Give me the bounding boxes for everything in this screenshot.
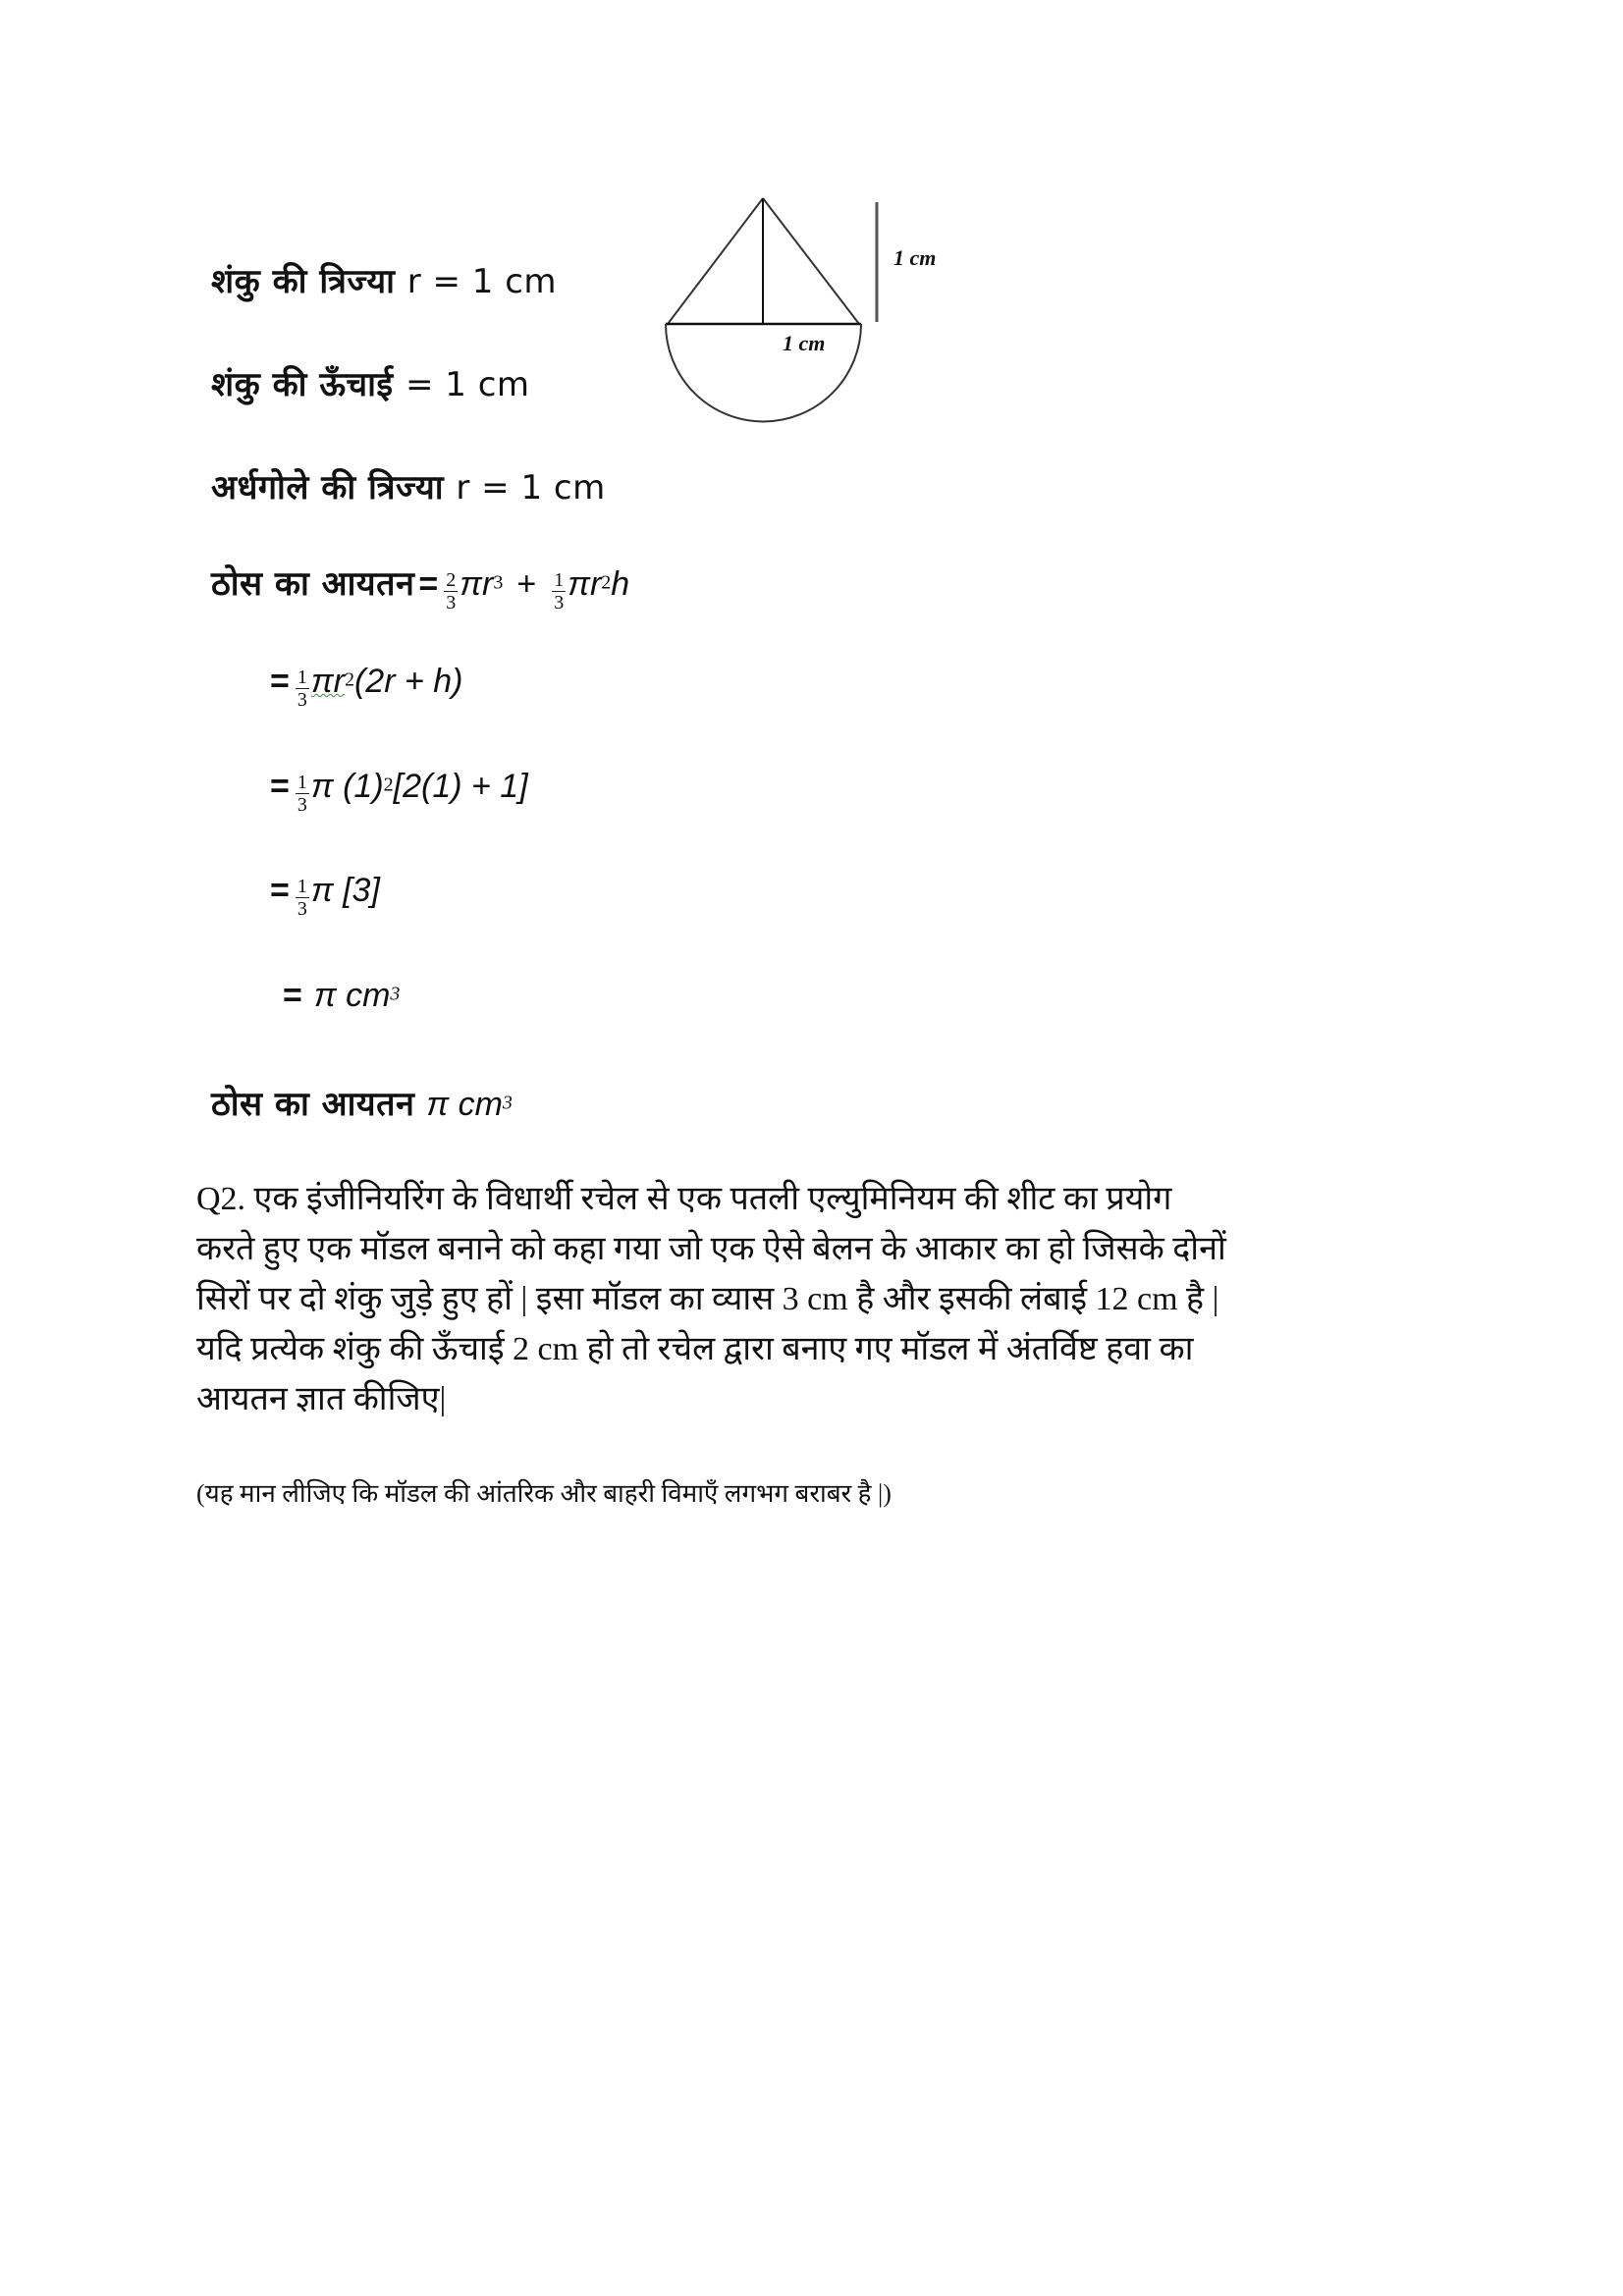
result-label: ठोस का आयतन <box>211 1085 415 1124</box>
term2-exp: 2 <box>601 571 612 594</box>
question-2-note: (यह मान लीजिए कि मॉडल की आंतरिक और बाहरी विमाएँ लगभग बराबर है |) <box>196 1479 892 1508</box>
cone-right-edge <box>763 198 859 324</box>
cone-radius-value: r = 1 cm <box>406 262 558 301</box>
q2-line-4: यदि प्रत्येक शंकु की ऊँचाई 2 cm हो तो रचेल द्वारा बनाए गए मॉडल में अंतर्विष्ट हवा का <box>196 1331 1194 1367</box>
cone-height-label: शंकु की ऊँचाई <box>211 365 394 404</box>
plus-sign: + <box>516 565 537 603</box>
question-2-paragraph <box>196 1174 1473 1424</box>
term2-tail: h <box>611 565 630 603</box>
hemisphere-radius-label: अर्धगोले की त्रिज्या <box>211 468 445 507</box>
result-value: π cm <box>426 1086 503 1123</box>
cone-left-edge <box>668 198 763 324</box>
diagram-radius-label: 1 cm <box>783 331 826 355</box>
cone-height-value: = 1 cm <box>405 365 530 404</box>
fraction: $\frac{1}{3}$ <box>297 771 307 816</box>
step-3: = $\frac{1}{3}$ π [3] <box>270 872 380 920</box>
given-hemisphere-radius <box>211 463 606 508</box>
q2-line-3: सिरों पर दो शंकु जुड़े हुए हों | इसा मॉडल का व्यास 3 cm है और इसकी लंबाई 12 cm है | <box>196 1281 1219 1317</box>
step-2: = $\frac{1}{3}$ π $(1)^2[2(1) + 1]$ <box>270 768 528 816</box>
cone-radius-label: शंकु की त्रिज्या <box>211 262 396 301</box>
volume-result <box>211 1080 513 1125</box>
volume-label: ठोस का आयतन <box>211 564 415 604</box>
given-cone-height <box>211 360 530 405</box>
term1-exp: 3 <box>493 571 504 594</box>
volume-formula-line <box>211 560 629 614</box>
fraction: $\frac{1}{3}$ <box>297 666 307 711</box>
cone-hemisphere-diagram <box>648 187 982 442</box>
fraction: $\frac{1}{3}$ <box>297 875 307 920</box>
given-cone-radius <box>211 257 557 302</box>
q2-line-5: आयतन ज्ञात कीजिए| <box>196 1381 447 1417</box>
step-1: = $\frac{1}{3}$ $\pi r^2(2r + h)$ <box>270 663 463 711</box>
term2-var: πr <box>568 565 602 603</box>
q2-line-2: करते हुए एक मॉडल बनाने को कहा गया जो एक ऐसे बेलन के आकार का हो जिसके दोनों <box>196 1231 1226 1267</box>
diagram-height-label: 1 cm <box>893 245 937 270</box>
fraction-two-thirds: $\frac{2}{3}$ <box>446 568 457 614</box>
hemisphere-arc <box>666 324 861 421</box>
term1-var: πr <box>460 565 494 603</box>
equals-sign: = <box>418 565 439 603</box>
step-4: = π $cm^3$ <box>283 977 401 1014</box>
fraction-one-third: $\frac{1}{3}$ <box>554 568 565 614</box>
hemisphere-radius-value: r = 1 cm <box>456 468 606 507</box>
result-exp: 3 <box>502 1092 513 1114</box>
q2-line-1: Q2. एक इंजीनियरिंग के विधार्थी रचेल से एक पतली एल्युमिनियम की शीट का प्रयोग <box>196 1181 1172 1217</box>
